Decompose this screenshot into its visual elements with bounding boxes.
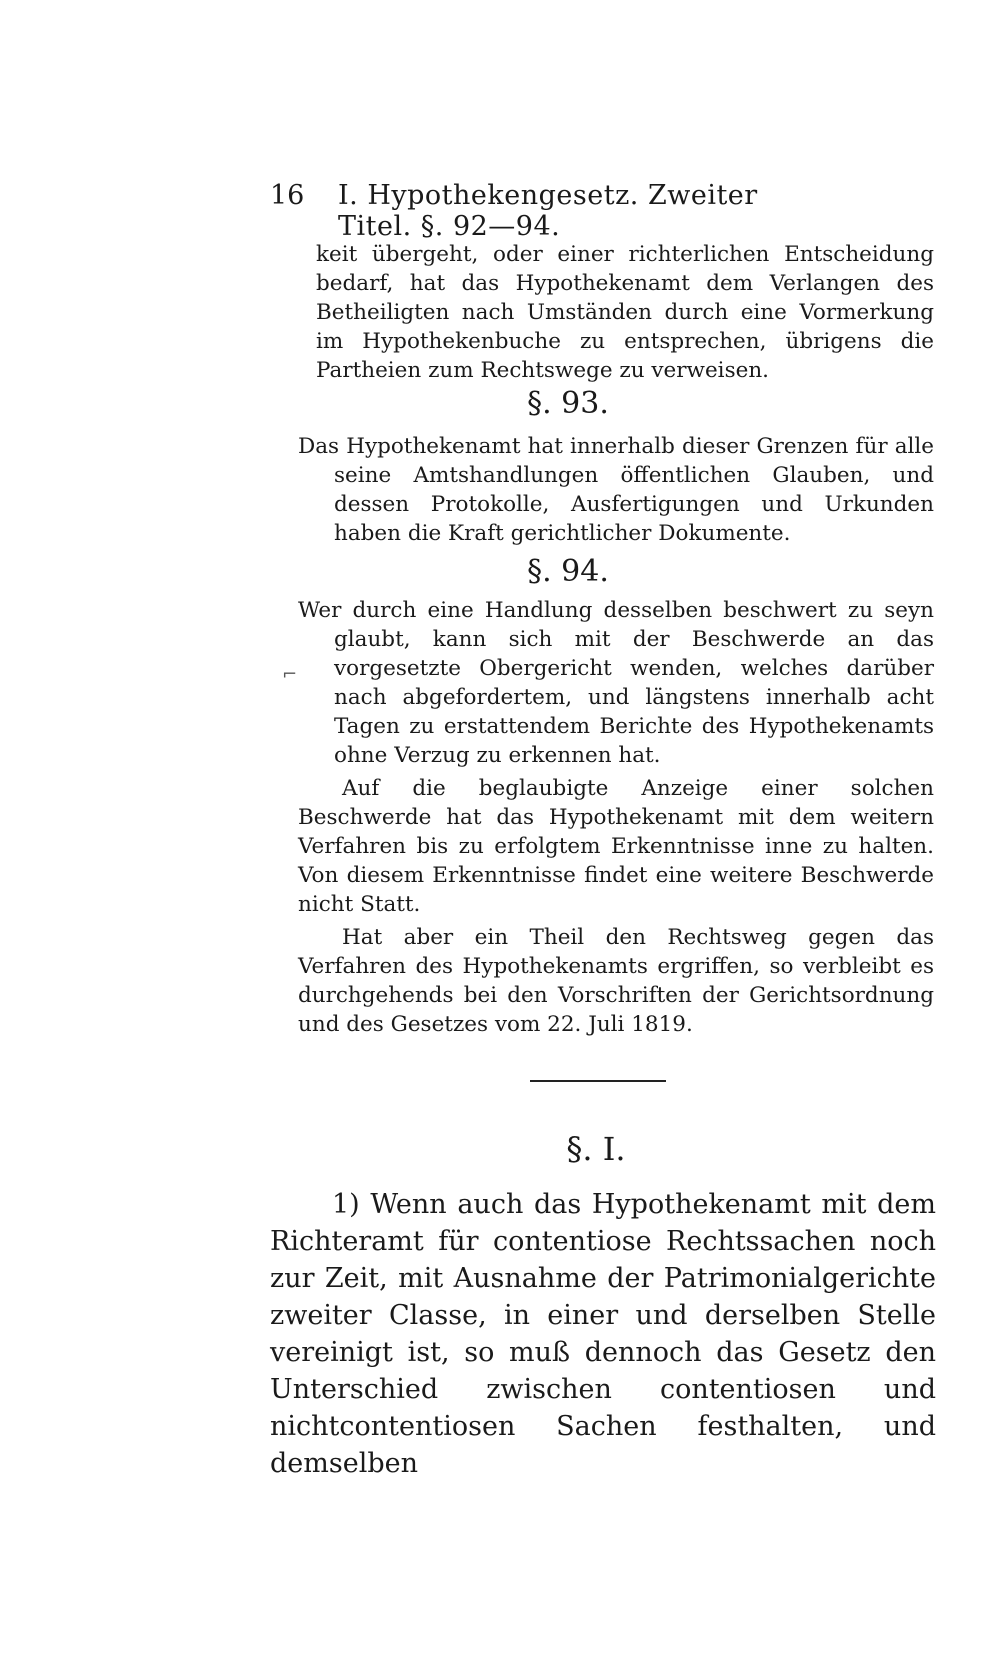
running-header	[270, 180, 830, 242]
section-94-paragraph-2: Auf die beglaubigte Anzeige einer solchen Beschwerde hat das Hypothekenamt mit dem weitern Verfahren bis zu erfolgtem Erkenntnisse inne zu halten. Von diesem Erkenntnisse findet eine weitere Beschwerde nicht Statt.	[298, 776, 934, 917]
section-divider	[530, 1080, 666, 1082]
section-94-heading: §. 94.	[527, 554, 609, 589]
running-title: I. Hypothekengesetz. Zweiter Titel. §. 92—94.	[338, 180, 758, 242]
commentary-text: 1) Wenn auch das Hypothekenamt mit dem Richteramt für contentiose Rechtssachen noch zur Zeit, mit Ausnahme der Patrimonialgerichte zweiter Classe, in einer und derselben Stelle vereinigt ist, so muß dennoch das Gesetz den Unterschied zwischen contentiosen und nichtcontentiosen Sachen festhalten, und demselben	[270, 1189, 936, 1479]
section-94-body	[298, 596, 934, 1039]
section-94-paragraph-3: Hat aber ein Theil den Rechtsweg gegen das Verfahren des Hypothekenamts ergriffen, so verbleibt es durchgehends bei den Vorschriften der Gerichtsordnung und des Gesetzes vom 22. Juli 1819.	[298, 925, 934, 1037]
page-number: 16	[270, 180, 305, 211]
section-94-paragraph-1: Wer durch eine Handlung desselben beschwert zu seyn glaubt, kann sich mit der Beschwerde an das vorgesetzte Obergericht wenden, welches darüber nach abgefordertem, und längstens innerhalb acht Tagen zu erstattendem Berichte des Hypothekenamts ohne Verzug zu erkennen hat.	[298, 598, 934, 768]
margin-pencil-mark: ⌐	[282, 664, 298, 685]
continuation-text: keit übergeht, oder einer richterlichen Entscheidung bedarf, hat das Hypothekenamt dem Verlangen des Betheiligten nach Umständen durch eine Vormerkung im Hypothekenbuche zu entsprechen, übrigens die Partheien zum Rechtswege zu verweisen.	[316, 242, 934, 383]
section-93-text: Das Hypothekenamt hat innerhalb dieser Grenzen für alle seine Amtshandlungen öffentlichen Glauben, und dessen Protokolle, Ausfertigungen und Urkunden haben die Kraft gerichtlicher Dokumente.	[298, 434, 934, 546]
section-93-heading: §. 93.	[527, 386, 609, 421]
continuation-paragraph	[316, 240, 934, 385]
commentary-heading: §. I.	[566, 1130, 626, 1168]
commentary-body	[270, 1186, 936, 1482]
section-93-body	[298, 432, 934, 548]
